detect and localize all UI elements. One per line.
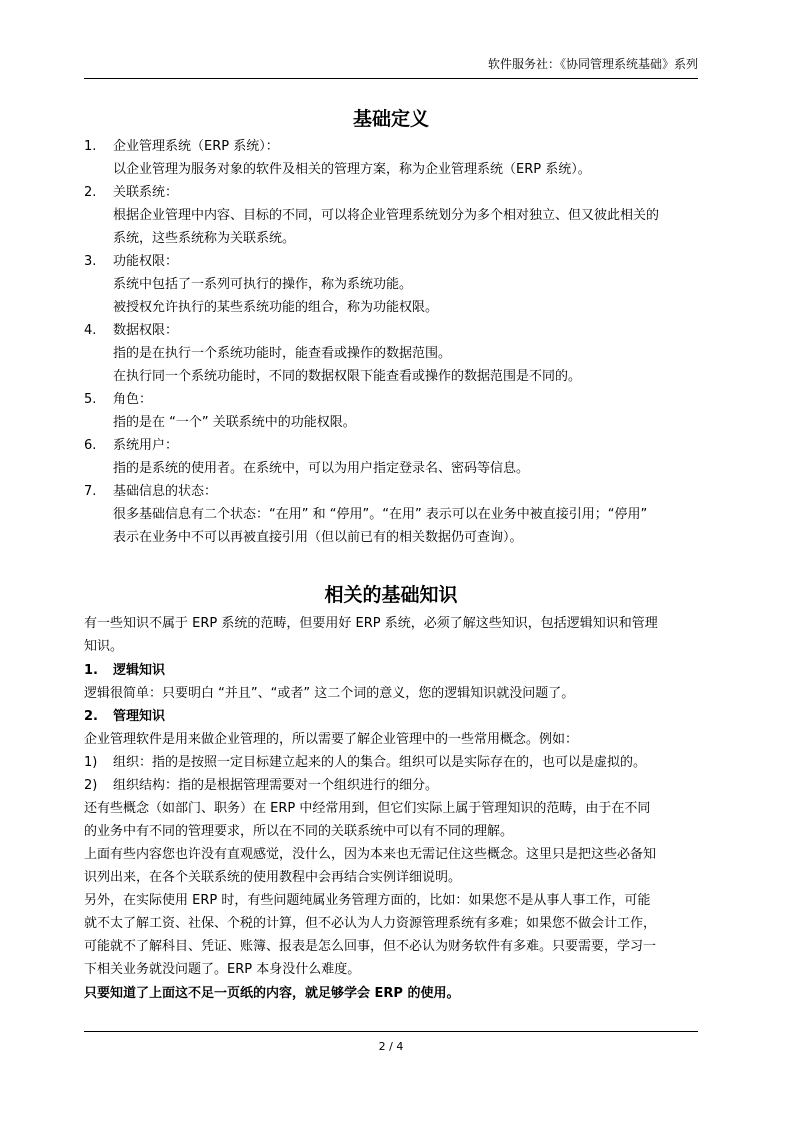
item-text: 表示在业务中不可以再被直接引用（但以前已有的相关数据仍可查询）。 [113, 530, 523, 545]
item-number: 1. [84, 139, 97, 154]
item-term: 关联系统： [113, 185, 179, 200]
item-text: 指的是在执行一个系统功能时，能查看或操作的数据范围。 [113, 346, 452, 361]
page-number: 2 / 4 [378, 1040, 404, 1053]
closing-statement: 只要知道了上面这不足一页纸的内容，就足够学会 ERP 的使用。 [84, 986, 460, 1001]
item-term: 功能权限： [113, 254, 179, 269]
item-term: 数据权限： [113, 323, 179, 338]
intro-text: 有一些知识不属于 ERP 系统的范畴，但要用好 ERP 系统，必须了解这些知识，包括逻辑知识和管理 [84, 616, 658, 631]
paragraph-text: 上面有些内容您也许没有直观感觉，没什么，因为本来也无需记住这些概念。这里只是把这些必备知 [84, 847, 657, 862]
definition-item [84, 481, 698, 503]
paragraph-text: 就不太了解工资、社保、个税的计算，但不必认为人力资源管理系统有多难；如果您不做会计工作， [84, 916, 657, 931]
list-item: 1) 组织：指的是按照一定目标建立起来的人的集合。组织可以是实际存在的，也可以是虚拟的。 [84, 755, 647, 770]
section-title-definitions: 基础定义 [352, 108, 429, 130]
definition-item [84, 435, 698, 457]
item-number: 7. [84, 484, 97, 499]
item-number: 3. [84, 254, 97, 269]
item-number: 4. [84, 323, 97, 338]
paragraph-text: 识列出来，在各个关联系统的使用教程中会再结合实例详细说明。 [84, 870, 462, 885]
paragraph-text: 另外，在实际使用 ERP 时，有些问题纯属业务管理方面的，比如：如果您不是从事人事工作，可能 [84, 893, 651, 908]
item-number: 6. [84, 438, 97, 453]
item-term: 基础信息的状态： [113, 484, 218, 499]
item-text: 很多基础信息有二个状态：“在用” 和 “停用”。“在用” 表示可以在业务中被直接引用；“停用” [113, 507, 648, 522]
item-text: 在执行同一个系统功能时，不同的数据权限下能查看或操作的数据范围是不同的。 [113, 369, 582, 384]
running-header: 软件服务社：《协同管理系统基础》系列 [487, 57, 698, 71]
definition-item [84, 389, 698, 411]
list-item: 2) 组织结构：指的是根据管理需要对一个组织进行的细分。 [84, 778, 439, 793]
definition-item [84, 136, 698, 158]
paragraph-text: 可能就不了解科目、凭证、账簿、报表是怎么回事，但不必认为财务软件有多难。只要需要，学习一 [84, 939, 657, 954]
item-text: 指的是系统的使用者。在系统中，可以为用户指定登录名、密码等信息。 [113, 461, 530, 476]
paragraph-text: 还有些概念（如部门、职务）在 ERP 中经常用到，但它们实际上属于管理知识的范畴，由于在不同 [84, 801, 651, 816]
subheading-logic: 1. 逻辑知识 [84, 663, 166, 678]
item-term: 系统用户： [113, 438, 179, 453]
management-text: 企业管理软件是用来做企业管理的，所以需要了解企业管理中的一些常用概念。例如： [84, 732, 579, 747]
item-text: 系统中包括了一系列可执行的操作，称为系统功能。 [113, 277, 413, 292]
section-title-knowledge: 相关的基础知识 [324, 584, 458, 606]
item-text: 根据企业管理中内容、目标的不同，可以将企业管理系统划分为多个相对独立、但又彼此相关的 [113, 208, 660, 223]
item-text: 被授权允许执行的某些系统功能的组合，称为功能权限。 [113, 300, 439, 315]
definition-item [84, 251, 698, 273]
item-text: 以企业管理为服务对象的软件及相关的管理方案，称为企业管理系统（ERP 系统）。 [113, 162, 591, 177]
logic-text: 逻辑很简单：只要明白 “并且”、“或者” 这二个词的意义，您的逻辑知识就没问题了。 [84, 686, 575, 701]
item-text: 指的是在 “一个” 关联系统中的功能权限。 [113, 415, 356, 430]
paragraph-text: 的业务中有不同的管理要求，所以在不同的关联系统中可以有不同的理解。 [84, 824, 514, 839]
item-term: 角色： [113, 392, 153, 407]
item-text: 系统，这些系统称为关联系统。 [113, 231, 296, 246]
subheading-management: 2. 管理知识 [84, 709, 166, 724]
item-number: 2. [84, 185, 97, 200]
item-term: 企业管理系统（ERP 系统）： [113, 139, 279, 154]
footer-rule [84, 1031, 698, 1032]
definition-item [84, 182, 698, 204]
intro-text: 知识。 [84, 639, 124, 654]
header-rule [84, 78, 698, 79]
paragraph-text: 下相关业务就没问题了。ERP 本身没什么难度。 [84, 962, 361, 977]
definition-item [84, 320, 698, 342]
item-number: 5. [84, 392, 97, 407]
